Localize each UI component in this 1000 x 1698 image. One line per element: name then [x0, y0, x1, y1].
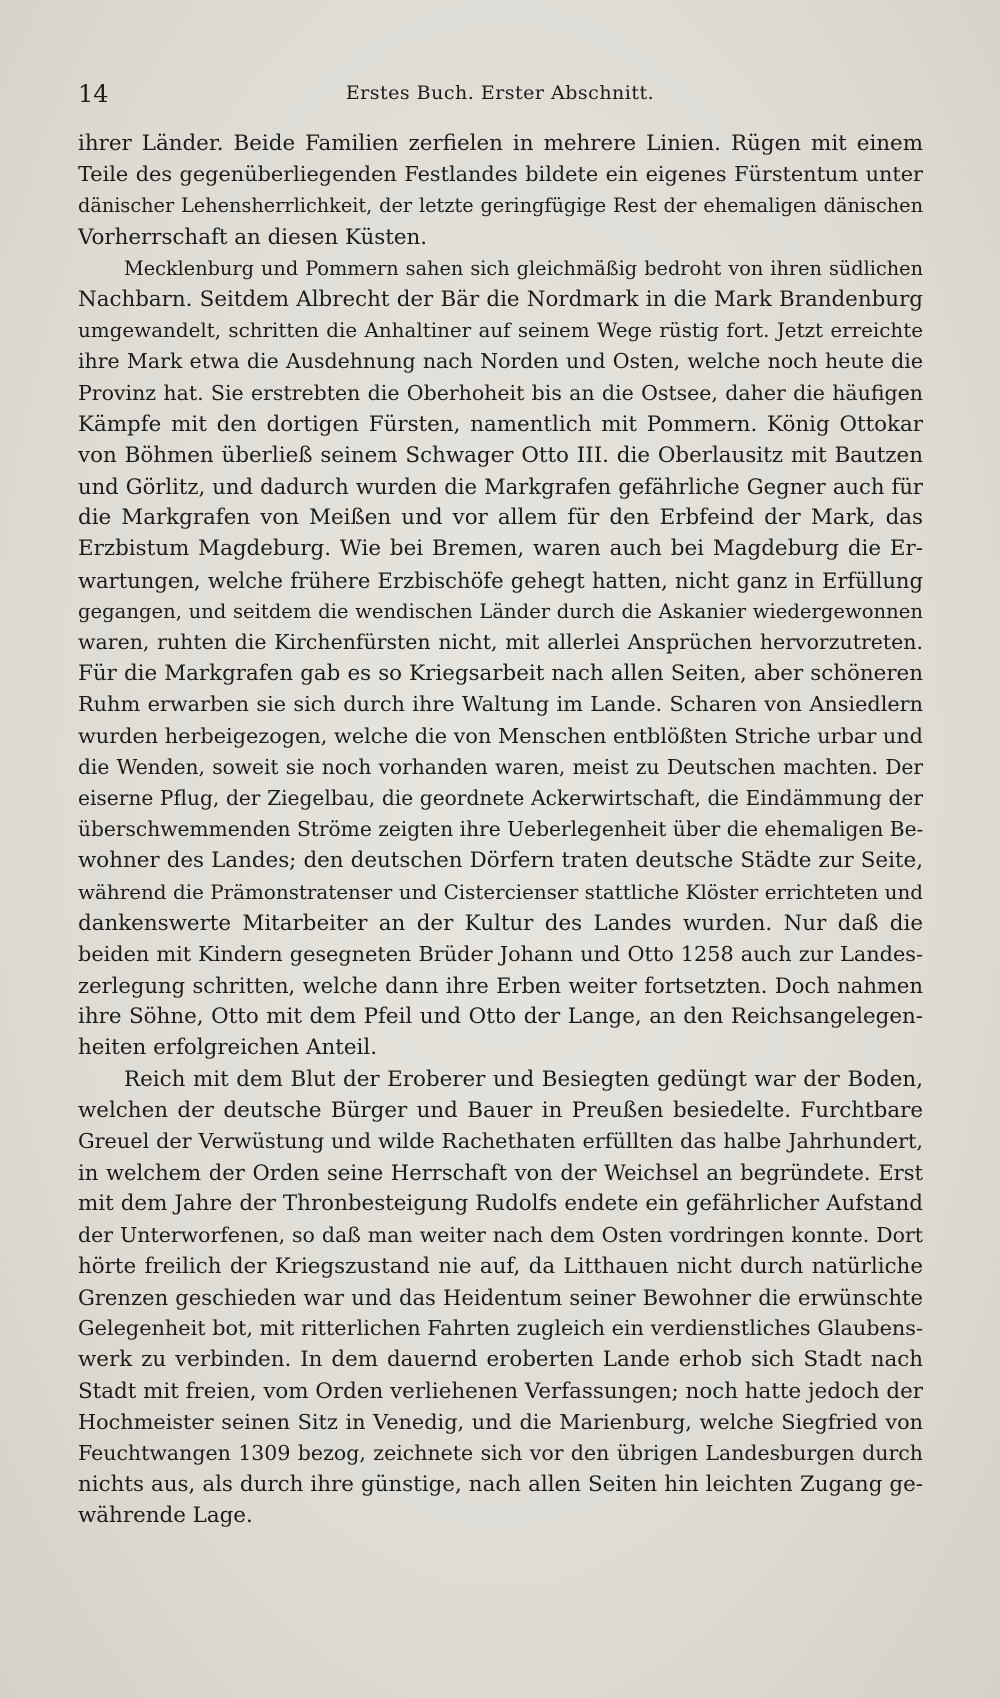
paragraph	[78, 1064, 923, 1532]
text-line: Nachbarn. Seitdem Albrecht der Bär die Nordmark in die Mark Brandenburg	[78, 286, 923, 312]
text-line: und Görlitz, und dadurch wurden die Markgrafen gefährliche Gegner auch für	[78, 474, 923, 500]
running-head-title: Erstes Buch. Erster Abschnitt.	[345, 82, 655, 104]
text-line: wohner des Landes; den deutschen Dörfern traten deutsche Städte zur Seite,	[78, 848, 923, 874]
paragraph	[78, 128, 923, 253]
text-line: Stadt mit freien, vom Orden verliehenen Verfassungen; noch hatte jedoch der	[78, 1378, 923, 1404]
text-line: Kämpfe mit den dortigen Fürsten, namentlich mit Pommern. König Ottokar	[78, 411, 923, 437]
text-line: von Böhmen überließ seinem Schwager Otto III. die Oberlausitz mit Bautzen	[78, 442, 923, 468]
text-line: ihre Söhne, Otto mit dem Pfeil und Otto der Lange, an den Reichsangelegen-	[78, 1004, 923, 1030]
text-line: hörte freilich der Kriegszustand nie auf, da Litthauen nicht durch natürliche	[78, 1253, 923, 1279]
text-line: Grenzen geschieden war und das Heidentum seiner Bewohner die erwünschte	[78, 1284, 923, 1310]
text-line: eiserne Pflug, der Ziegelbau, die geordnete Ackerwirtschaft, die Eindämmung der	[78, 785, 923, 810]
text-line: gegangen, und seitdem die wendischen Länder durch die Askanier wiedergewonnen	[78, 599, 923, 623]
text-line: Vorherrschaft an diesen Küsten.	[78, 224, 428, 250]
text-line: werk zu verbinden. In dem dauernd eroberten Lande erhob sich Stadt nach	[78, 1347, 923, 1373]
text-line: wurden herbeigezogen, welche die von Menschen entblößten Striche urbar und	[78, 723, 923, 748]
text-line: Greuel der Verwüstung und wilde Rachethaten erfüllten das halbe Jahrhundert,	[78, 1129, 923, 1153]
text-line: heiten erfolgreichen Anteil.	[78, 1035, 377, 1061]
text-line: die Wenden, soweit sie noch vorhanden waren, meist zu Deutschen machten. Der	[78, 754, 923, 779]
text-line: Mecklenburg und Pommern sahen sich gleichmäßig bedroht von ihren südlichen	[124, 256, 923, 280]
text-line: Für die Markgrafen gab es so Kriegsarbeit nach allen Seiten, aber schöneren	[78, 661, 923, 687]
text-line: der Unterworfenen, so daß man weiter nach dem Osten vordringen konnte. Dort	[78, 1222, 923, 1247]
text-line: dänischer Lehensherrlichkeit, der letzte geringfügige Rest der ehemaligen dänischen	[78, 194, 923, 218]
text-line: Reich mit dem Blut der Eroberer und Besiegten gedüngt war der Boden,	[124, 1066, 923, 1092]
text-line: Feuchtwangen 1309 bezog, zeichnete sich vor den übrigen Landesburgen durch	[78, 1440, 923, 1465]
text-line: Gelegenheit bot, mit ritterlichen Fahrten zugleich ein verdienstliches Glaubens-	[78, 1316, 923, 1341]
text-line: Hochmeister seinen Sitz in Venedig, und die Marienburg, welche Siegfried von	[78, 1409, 923, 1434]
text-line: Ruhm erwarben sie sich durch ihre Waltung im Lande. Scharen von Ansiedlern	[78, 692, 923, 717]
text-line: Teile des gegenüberliegenden Festlandes bildete ein eigenes Fürstentum unter	[78, 162, 923, 187]
text-line: Erzbistum Magdeburg. Wie bei Bremen, waren auch bei Magdeburg die Er-	[78, 536, 923, 562]
text-line: ihrer Länder. Beide Familien zerfielen in mehrere Linien. Rügen mit einem	[78, 131, 923, 156]
text-line: in welchem der Orden seine Herrschaft von der Weichsel an begründete. Erst	[78, 1160, 923, 1186]
text-line: wartungen, welche frühere Erzbischöfe gehegt hatten, nicht ganz in Erfüllung	[78, 567, 923, 593]
text-line: währende Lage.	[78, 1503, 253, 1529]
paragraph	[78, 253, 923, 1064]
text-line: beiden mit Kindern gesegneten Brüder Johann und Otto 1258 auch zur Landes-	[78, 941, 923, 966]
text-line: nichts aus, als durch ihre günstige, nach allen Seiten hin leichten Zugang ge-	[78, 1472, 923, 1498]
text-line: Provinz hat. Sie erstrebten die Oberhoheit bis an die Ostsee, daher die häufigen	[78, 380, 923, 405]
text-line: mit dem Jahre der Thronbesteigung Rudolfs endete ein gefährlicher Aufstand	[78, 1191, 923, 1217]
text-line: umgewandelt, schritten die Anhaltiner auf seinem Wege rüstig fort. Jetzt erreichte	[78, 319, 923, 343]
text-line: während die Prämonstratenser und Cistercienser stattliche Klöster errichteten und	[78, 880, 923, 904]
text-line: dankenswerte Mitarbeiter an der Kultur des Landes wurden. Nur daß die	[78, 910, 923, 936]
text-line: welchen der deutsche Bürger und Bauer in Preußen besiedelte. Furchtbare	[78, 1097, 923, 1123]
page-number: 14	[78, 80, 109, 108]
text-line: überschwemmenden Ströme zeigten ihre Ueberlegenheit über die ehemaligen Be-	[78, 817, 923, 842]
text-line: die Markgrafen von Meißen und vor allem für den Erbfeind der Mark, das	[78, 505, 923, 531]
text-line: ihre Mark etwa die Ausdehnung nach Norden und Osten, welche noch heute die	[78, 349, 923, 374]
text-line: zerlegung schritten, welche dann ihre Erben weiter fortsetzten. Doch nahmen	[78, 973, 923, 999]
body-text	[78, 128, 923, 1531]
running-head	[78, 80, 922, 110]
text-line: waren, ruhten die Kirchenfürsten nicht, mit allerlei Ansprüchen hervorzutreten.	[78, 630, 923, 654]
